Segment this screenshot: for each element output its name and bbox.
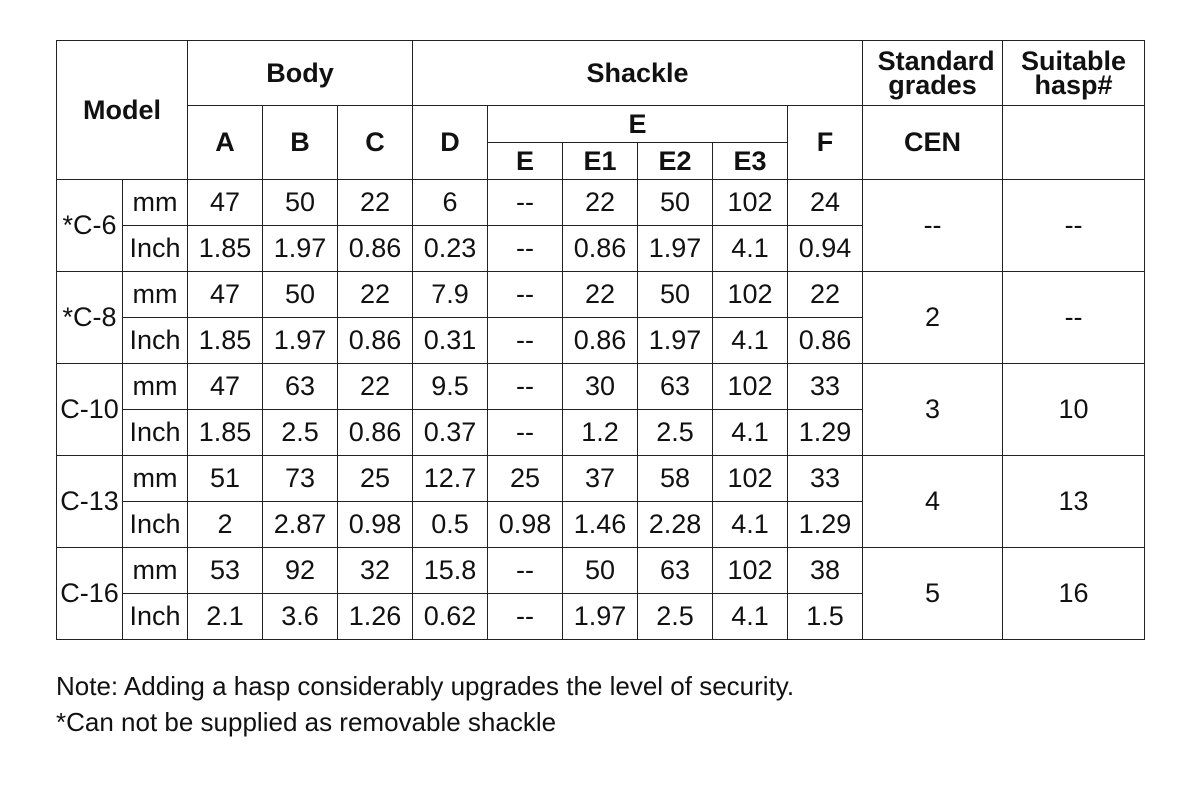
dimension-cell: 0.86 [338, 410, 413, 456]
dimension-cell: 1.5 [788, 594, 863, 640]
unit-label: mm [123, 364, 188, 410]
standard-grade-cell: 4 [863, 456, 1003, 548]
dimension-cell: 1.2 [563, 410, 638, 456]
dimension-cell: 92 [263, 548, 338, 594]
dimension-cell: 1.97 [638, 318, 713, 364]
dimension-cell: 73 [263, 456, 338, 502]
dimension-cell: 2.28 [638, 502, 713, 548]
suitable-hasp-cell: -- [1003, 272, 1145, 364]
header-col-e: E [488, 143, 563, 180]
dimension-cell: 50 [638, 272, 713, 318]
dimension-cell: 33 [788, 364, 863, 410]
dimension-cell: 0.86 [338, 226, 413, 272]
dimension-cell: 4.1 [713, 410, 788, 456]
dimension-cell: 4.1 [713, 318, 788, 364]
dimension-cell: 1.97 [638, 226, 713, 272]
dimension-cell: 58 [638, 456, 713, 502]
standard-grade-cell: 3 [863, 364, 1003, 456]
dimension-cell: 50 [263, 180, 338, 226]
dimension-cell: 53 [188, 548, 263, 594]
unit-label: mm [123, 456, 188, 502]
standard-grade-cell: 2 [863, 272, 1003, 364]
dimension-cell: -- [488, 272, 563, 318]
dimension-cell: 2.5 [638, 410, 713, 456]
standard-grade-cell: -- [863, 180, 1003, 272]
dimension-cell: 2 [188, 502, 263, 548]
header-model: Model [57, 41, 188, 180]
table-row [57, 272, 1145, 318]
unit-label: mm [123, 272, 188, 318]
header-standard-grades [863, 41, 1003, 106]
model-name: *C-6 [57, 180, 123, 272]
dimension-cell: 25 [488, 456, 563, 502]
dimension-cell: 1.97 [563, 594, 638, 640]
header-col-e3: E3 [713, 143, 788, 180]
dimension-cell: -- [488, 548, 563, 594]
dimension-cell: -- [488, 318, 563, 364]
header-col-d: D [413, 106, 488, 180]
dimension-cell: 47 [188, 272, 263, 318]
suitable-hasp-cell: 13 [1003, 456, 1145, 548]
dimension-cell: 47 [188, 364, 263, 410]
model-name: C-13 [57, 456, 123, 548]
header-e-group: E [488, 106, 788, 143]
dimension-cell: 2.5 [638, 594, 713, 640]
unit-label: mm [123, 548, 188, 594]
table-row [57, 180, 1145, 226]
dimension-cell: 0.98 [488, 502, 563, 548]
dimension-cell: 1.97 [263, 226, 338, 272]
header-hasp-blank [1003, 106, 1145, 180]
dimension-cell: 22 [563, 180, 638, 226]
dimension-cell: 22 [338, 272, 413, 318]
dimension-cell: 50 [638, 180, 713, 226]
dimension-cell: -- [488, 594, 563, 640]
suitable-hasp-cell: 10 [1003, 364, 1145, 456]
unit-label: Inch [123, 318, 188, 364]
dimension-cell: 0.86 [563, 318, 638, 364]
header-cen: CEN [863, 106, 1003, 180]
dimension-cell: 15.8 [413, 548, 488, 594]
table-row [57, 364, 1145, 410]
suitable-hasp-cell: -- [1003, 180, 1145, 272]
dimension-cell: 0.86 [338, 318, 413, 364]
note-hasp: Note: Adding a hasp considerably upgrades the level of security. [56, 671, 795, 701]
dimension-cell: 37 [563, 456, 638, 502]
dimension-cell: 51 [188, 456, 263, 502]
dimension-cell: 63 [638, 548, 713, 594]
dimension-cell: 22 [338, 180, 413, 226]
dimension-cell: 12.7 [413, 456, 488, 502]
header-col-c: C [338, 106, 413, 180]
dimension-cell: 0.86 [788, 318, 863, 364]
dimension-cell: 0.37 [413, 410, 488, 456]
dimension-cell: 0.23 [413, 226, 488, 272]
header-col-b: B [263, 106, 338, 180]
note-removable-shackle: *Can not be supplied as removable shackle [56, 707, 557, 737]
dimension-cell: 24 [788, 180, 863, 226]
notes [56, 668, 794, 740]
dimension-cell: 102 [713, 272, 788, 318]
dimension-cell: 22 [788, 272, 863, 318]
unit-label: Inch [123, 594, 188, 640]
dimension-cell: 63 [638, 364, 713, 410]
dimension-cell: 102 [713, 180, 788, 226]
dimension-cell: 1.85 [188, 410, 263, 456]
dimension-cell: 2.87 [263, 502, 338, 548]
model-name: C-16 [57, 548, 123, 640]
unit-label: Inch [123, 226, 188, 272]
dimension-cell: 4.1 [713, 502, 788, 548]
dimension-cell: 7.9 [413, 272, 488, 318]
unit-label: mm [123, 180, 188, 226]
dimension-cell: 102 [713, 364, 788, 410]
dimension-cell: 0.5 [413, 502, 488, 548]
dimension-cell: 1.29 [788, 502, 863, 548]
unit-label: Inch [123, 410, 188, 456]
header-suitable-hasp [1003, 41, 1145, 106]
spec-table [56, 40, 1145, 640]
dimension-cell: 0.86 [563, 226, 638, 272]
dimension-cell: 1.26 [338, 594, 413, 640]
suitable-hasp-cell: 16 [1003, 548, 1145, 640]
dimension-cell: 30 [563, 364, 638, 410]
table-row [57, 456, 1145, 502]
dimension-cell: 102 [713, 548, 788, 594]
dimension-cell: 3.6 [263, 594, 338, 640]
dimension-cell: -- [488, 226, 563, 272]
dimension-cell: 1.85 [188, 226, 263, 272]
dimension-cell: 6 [413, 180, 488, 226]
dimension-cell: 4.1 [713, 594, 788, 640]
dimension-cell: 22 [338, 364, 413, 410]
dimension-cell: -- [488, 180, 563, 226]
header-col-f: F [788, 106, 863, 180]
dimension-cell: 1.46 [563, 502, 638, 548]
dimension-cell: 0.98 [338, 502, 413, 548]
header-body: Body [188, 41, 413, 106]
header-standard-grades-label: Standard grades [877, 46, 995, 100]
header-col-a: A [188, 106, 263, 180]
header-col-e1: E1 [563, 143, 638, 180]
dimension-cell: 2.1 [188, 594, 263, 640]
dimension-cell: 0.31 [413, 318, 488, 364]
dimension-cell: 1.29 [788, 410, 863, 456]
unit-label: Inch [123, 502, 188, 548]
dimension-cell: 38 [788, 548, 863, 594]
model-name: C-10 [57, 364, 123, 456]
dimension-cell: 9.5 [413, 364, 488, 410]
standard-grade-cell: 5 [863, 548, 1003, 640]
dimension-cell: 47 [188, 180, 263, 226]
dimension-cell: 22 [563, 272, 638, 318]
dimension-cell: 63 [263, 364, 338, 410]
dimension-cell: -- [488, 364, 563, 410]
dimension-cell: 0.62 [413, 594, 488, 640]
dimension-cell: 33 [788, 456, 863, 502]
model-name: *C-8 [57, 272, 123, 364]
dimension-cell: 50 [263, 272, 338, 318]
dimension-cell: 1.97 [263, 318, 338, 364]
dimension-cell: 2.5 [263, 410, 338, 456]
table-body [57, 180, 1145, 640]
dimension-cell: 25 [338, 456, 413, 502]
header-suitable-hasp-label: Suitable hasp# [1021, 46, 1127, 100]
dimension-cell: 50 [563, 548, 638, 594]
dimension-cell: -- [488, 410, 563, 456]
dimension-cell: 4.1 [713, 226, 788, 272]
header-col-e2: E2 [638, 143, 713, 180]
dimension-cell: 32 [338, 548, 413, 594]
header-shackle: Shackle [413, 41, 863, 106]
dimension-cell: 102 [713, 456, 788, 502]
dimension-cell: 1.85 [188, 318, 263, 364]
table-row [57, 548, 1145, 594]
dimension-cell: 0.94 [788, 226, 863, 272]
table-header [57, 41, 1145, 180]
